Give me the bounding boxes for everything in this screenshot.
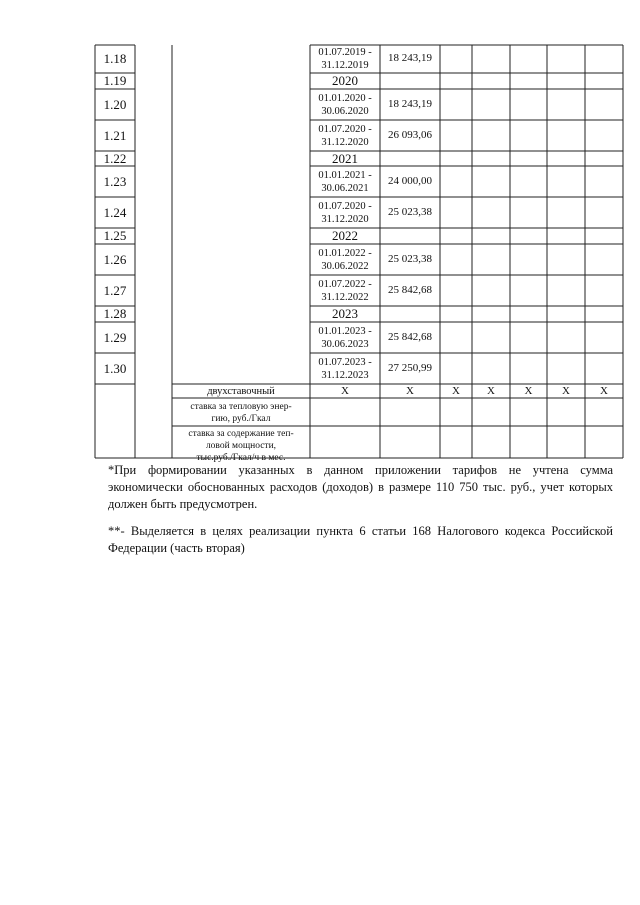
period-line: 01.07.2020 - bbox=[318, 123, 372, 135]
capacity-rate-label bbox=[172, 428, 310, 464]
period-label bbox=[310, 46, 380, 72]
label-line: тыс.руб./Гкал/ч в мес. bbox=[196, 453, 286, 463]
label-line: ставка за содержание теп- bbox=[188, 429, 294, 439]
year-label: 2021 bbox=[332, 150, 358, 166]
tariff-value: 25 023,38 bbox=[388, 205, 432, 218]
label-line: ловой мощности, bbox=[205, 441, 277, 451]
footnote-2: **- Выделяется в целях реализации пункта 6 статьи 168 Налогового кодекса Российской Федерации (часть вторая) bbox=[108, 524, 613, 555]
period-label bbox=[310, 123, 380, 149]
period-line: 31.12.2020 bbox=[321, 136, 369, 148]
period-line: 31.12.2022 bbox=[321, 291, 369, 303]
period-label bbox=[310, 92, 380, 118]
period-line: 01.01.2020 - bbox=[318, 92, 372, 104]
x-mark: X bbox=[600, 385, 608, 397]
tariff-value: 24 000,00 bbox=[388, 174, 432, 187]
period-label bbox=[310, 200, 380, 226]
row-number: 1.23 bbox=[103, 173, 127, 189]
tariff-value: 18 243,19 bbox=[388, 52, 432, 64]
x-mark: X bbox=[524, 385, 533, 397]
row-number: 1.20 bbox=[103, 96, 127, 112]
period-line: 31.12.2020 bbox=[321, 213, 369, 225]
period-line: 30.06.2022 bbox=[321, 260, 369, 272]
row-number: 1.25 bbox=[103, 228, 127, 243]
period-line: 30.06.2021 bbox=[321, 182, 369, 194]
label-line: ставка за тепловую энер- bbox=[190, 402, 292, 412]
period-line: 01.01.2023 - bbox=[318, 325, 372, 337]
x-mark: X bbox=[487, 385, 495, 397]
footnote-1: *При формировании указанных в данном приложении тарифов не учтена сумма экономически обоснованных расходов (доходов) в размере 110 750 тыс. руб., учет которых должен быть предусмотрен. bbox=[108, 463, 613, 511]
tariff-value: 25 023,38 bbox=[388, 252, 432, 265]
period-line: 01.07.2022 - bbox=[318, 278, 372, 290]
row-number: 1.27 bbox=[103, 282, 127, 298]
period-line: 30.06.2020 bbox=[321, 105, 369, 117]
period-label bbox=[310, 356, 380, 382]
period-line: 31.12.2019 bbox=[321, 60, 369, 71]
row-number: 1.28 bbox=[103, 306, 127, 321]
tariff-value: 18 243,19 bbox=[388, 97, 432, 110]
row-number: 1.22 bbox=[103, 150, 127, 166]
x-mark: X bbox=[562, 385, 570, 397]
year-label: 2020 bbox=[332, 73, 358, 88]
row-number: 1.30 bbox=[103, 360, 127, 376]
period-label bbox=[310, 169, 380, 195]
row-number: 1.26 bbox=[103, 251, 127, 267]
row-number: 1.24 bbox=[103, 204, 127, 220]
tariff-value: 27 250,99 bbox=[388, 361, 432, 374]
row-number: 1.19 bbox=[103, 73, 127, 88]
period-line: 01.07.2019 - bbox=[318, 47, 372, 58]
x-mark: X bbox=[341, 385, 349, 397]
row-number: 1.21 bbox=[103, 127, 127, 143]
tariff-value: 26 093,06 bbox=[388, 128, 432, 141]
two-part-label: двухставочный bbox=[207, 386, 275, 397]
year-label: 2023 bbox=[332, 306, 358, 321]
x-mark: X bbox=[406, 385, 414, 397]
row-number: 1.18 bbox=[103, 51, 127, 66]
period-label bbox=[310, 325, 380, 351]
year-label: 2022 bbox=[332, 228, 358, 243]
period-label bbox=[310, 247, 380, 273]
period-line: 31.12.2023 bbox=[321, 369, 369, 381]
row-number: 1.29 bbox=[103, 329, 127, 345]
period-label bbox=[310, 278, 380, 304]
tariff-value: 25 842,68 bbox=[388, 330, 432, 343]
period-line: 01.07.2020 - bbox=[318, 200, 372, 212]
x-mark: X bbox=[452, 385, 460, 397]
period-line: 01.07.2023 - bbox=[318, 356, 372, 368]
energy-rate-label bbox=[172, 401, 310, 425]
period-line: 30.06.2023 bbox=[321, 338, 369, 350]
label-line: гию, руб./Гкал bbox=[211, 414, 271, 424]
tariff-value: 25 842,68 bbox=[388, 283, 432, 296]
period-line: 01.01.2022 - bbox=[318, 247, 372, 259]
period-line: 01.01.2021 - bbox=[318, 169, 372, 181]
